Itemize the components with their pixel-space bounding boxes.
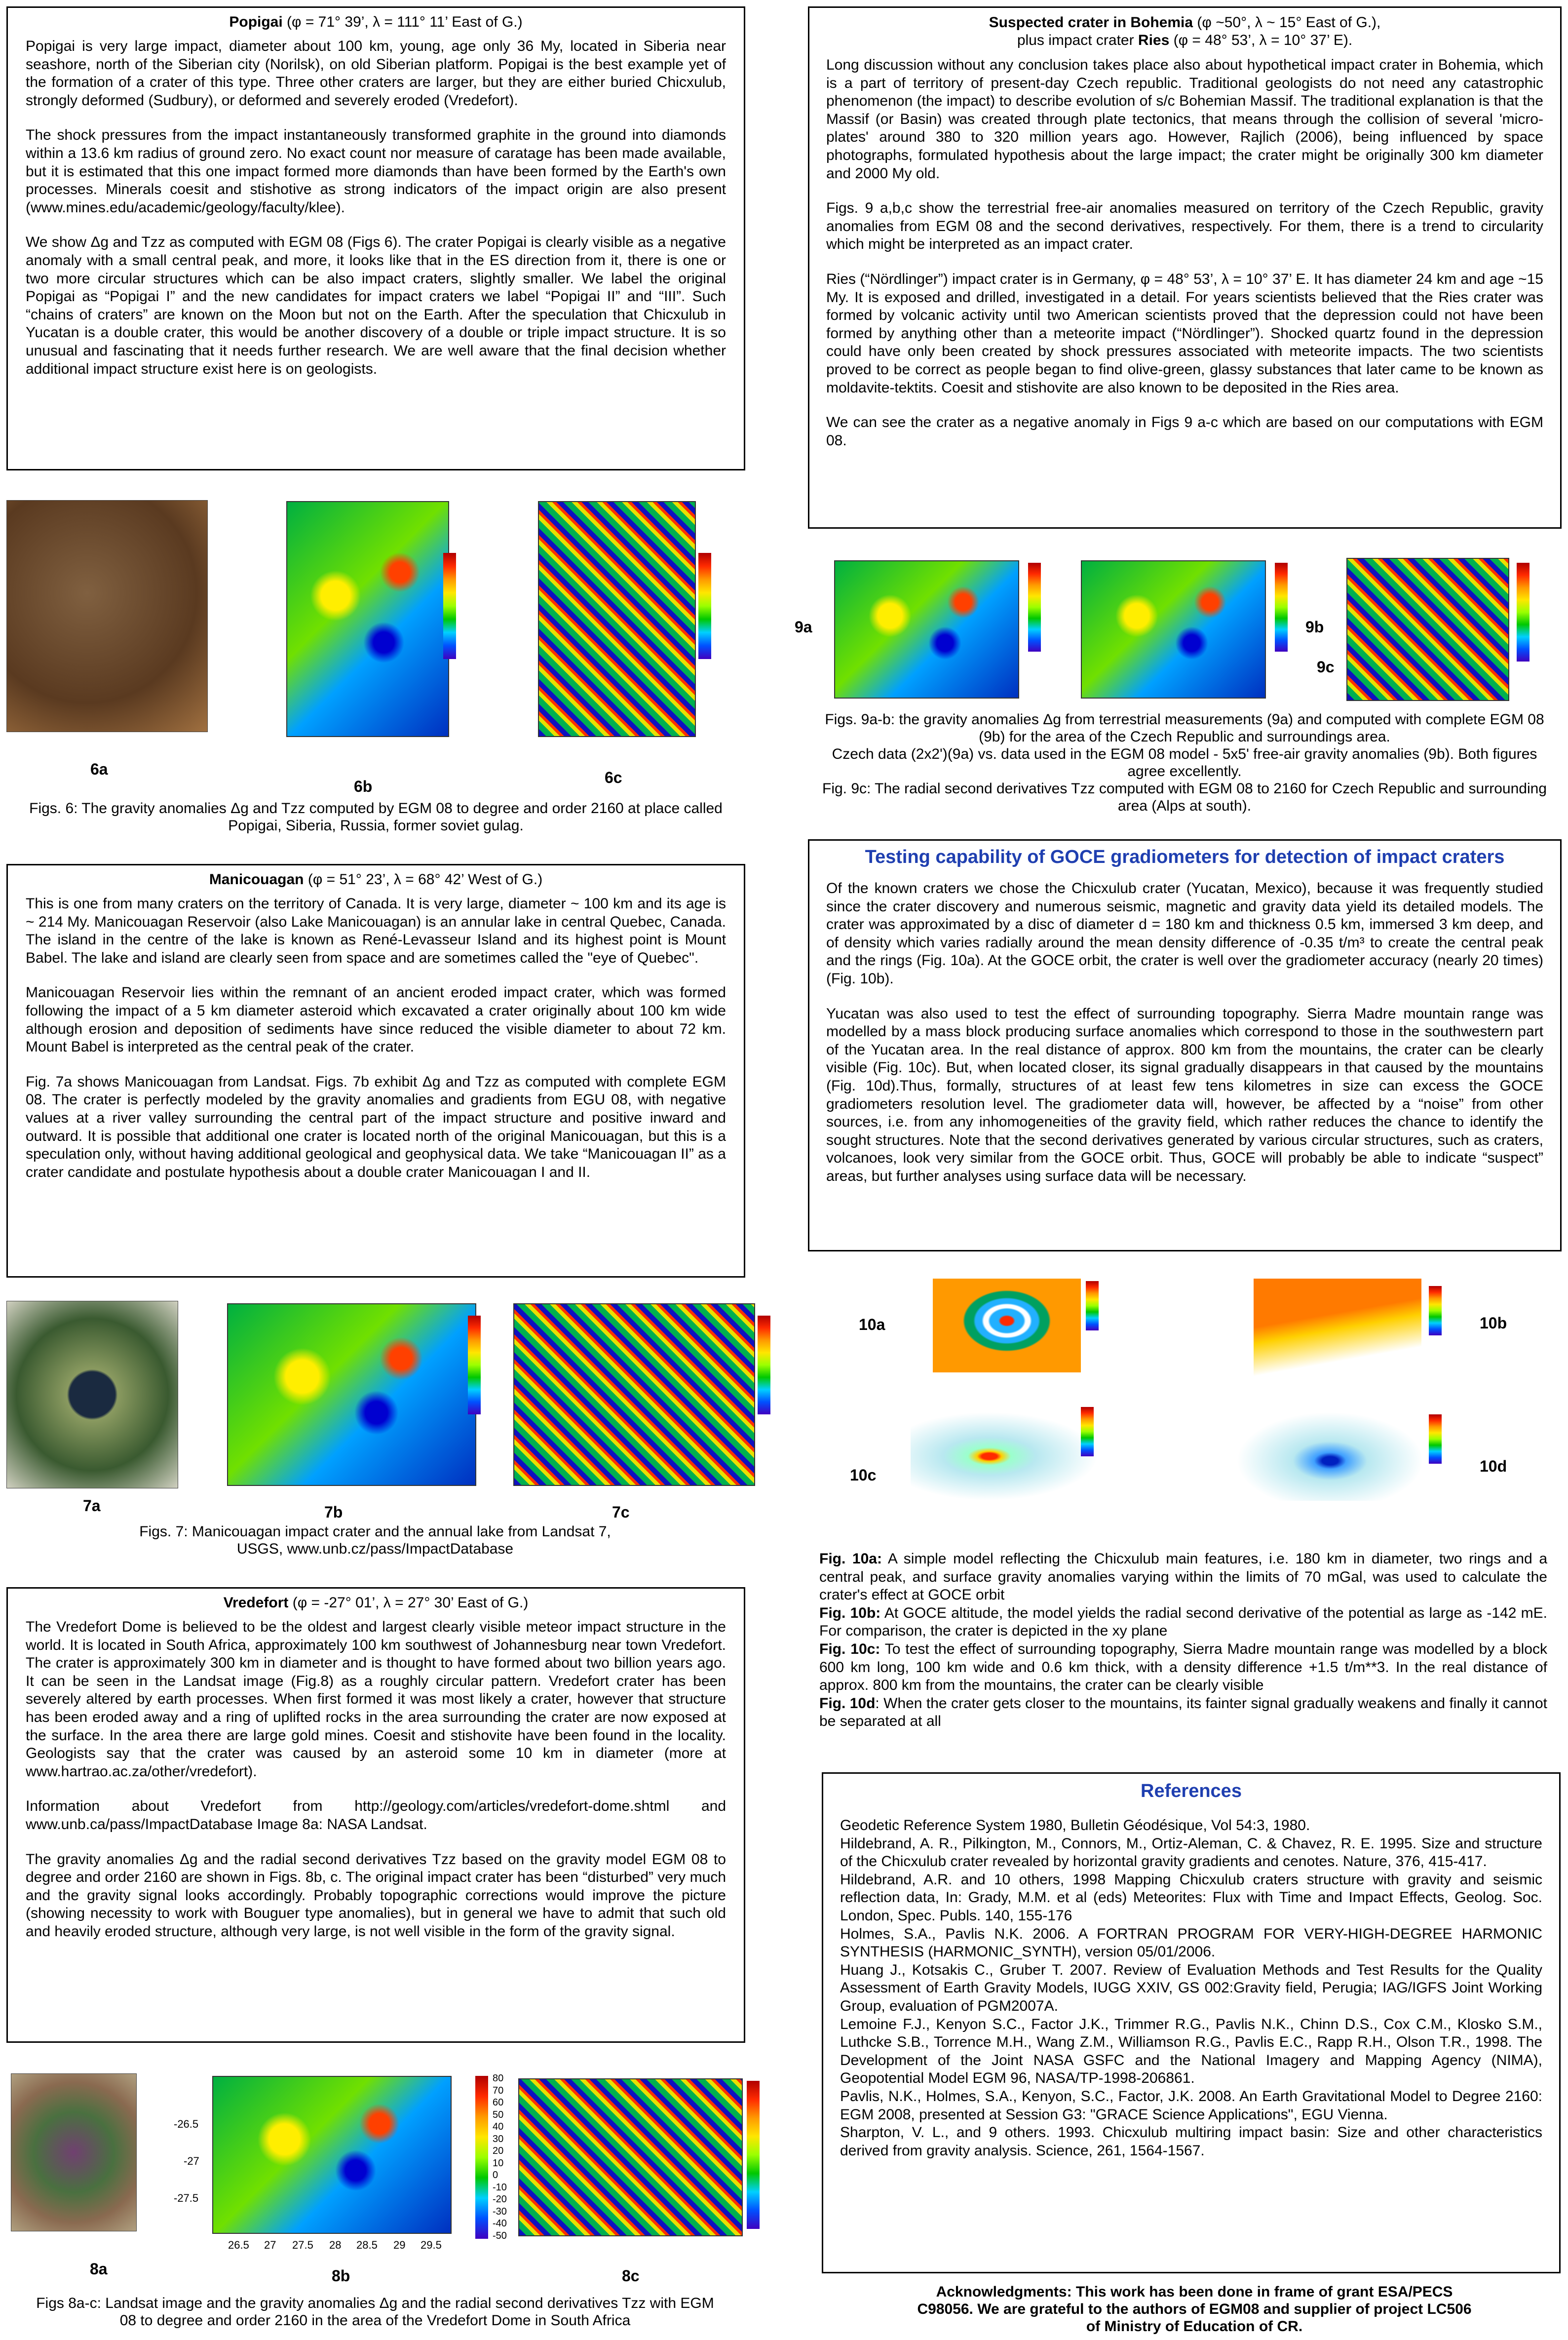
fig8c-tzz-map — [518, 2078, 743, 2236]
fig7c-colorbar — [758, 1316, 770, 1414]
fig7b-label: 7b — [324, 1503, 343, 1521]
reference-6: Lemoine F.J., Kenyon S.C., Factor J.K., Trimmer R.G., Pavlis N.K., Chinn D.S., Cox C.M., Klosko S.M., Luthcke S.B., Torrence M.H., Wang Z.M., Williamson R.G., Pavlis E.C., Rapp R.H., Olson T.R., 1998. The Development of the Joint NASA GSFC and the National Imagery and Mapping Agency (NIMA), Geopotential Model EGM 96, NASA/TP-1998-206861. — [840, 2016, 1542, 2087]
fig9b-colorbar — [1275, 563, 1288, 652]
goce-section — [808, 839, 1562, 1251]
fig10c-label: 10c — [850, 1466, 877, 1484]
fig6b-gravity-map — [286, 501, 449, 737]
fig10a-label: 10a — [859, 1316, 885, 1333]
references-section — [822, 1772, 1561, 2273]
fig7c-label: 7c — [612, 1503, 630, 1521]
fig10d-topography-plot — [1236, 1412, 1424, 1501]
fig7b-gravity-map — [227, 1303, 476, 1486]
fig7a-landsat-image — [6, 1301, 178, 1488]
fig7c-tzz-map — [513, 1303, 755, 1486]
fig10-captions: Fig. 10a: A simple model reflecting the Chicxulub main features, i.e. 180 km in diameter, two rings and a central peak, and surface gravity anomalies varying within the limits of 70 mGal, was used to calculate the crater's effect at GOCE orbit Fig. 10b: At GOCE altitude, the model yields the radial second derivative of the potential as large as -142 mE. For comparison, the crater is depicted in the xy plane Fig. 10c: To test the effect of surrounding topography, Sierra Madre mountain range was modelled by a block 600 km long, 100 km wide and 0.6 km thick, with a density difference +1.5 t/m**3. In the real distance of approx. 800 km from the mountains, the crater can be clearly visible Fig. 10d: When the crater gets closer to the mountains, its fainter signal gradually weakens and finally it cannot be separated at all — [819, 1551, 1548, 1730]
fig10b-label: 10b — [1480, 1314, 1507, 1332]
fig8b-ytick-1: -26.5 — [174, 2118, 199, 2130]
vredefort-paragraph-2: Information about Vredefort from http://geology.com/articles/vredefort-dome.shtml and www.unb.ca/pass/ImpactDatabase Image 8a: NASA Landsat. — [26, 1798, 726, 1833]
fig9a-colorbar — [1028, 563, 1041, 652]
references-title: References — [1141, 1781, 1242, 1801]
manicouagan-paragraph-1: This is one from many craters on the territory of Canada. It is very large, diameter ~ 100 km and its age is ~ 214 My. Manicouagan Reservoir (also Lake Manicouagan) is an annular lake in central Quebec, Canada. The island in the centre of the lake is known as René-Levasseur Island and its highest point is Mount Babel. The lake and island are clearly seen from space and are sometimes called the "eye of Quebec". — [26, 896, 726, 966]
popigai-title: Popigai (φ = 71° 39’, λ = 111° 11’ East of G.) — [229, 14, 523, 30]
fig8a-landsat-image — [11, 2073, 137, 2231]
fig8b-xtick-1: 26.5 — [228, 2239, 249, 2251]
fig8b-gravity-map — [212, 2076, 452, 2234]
vredefort-title: Vredefort (φ = -27° 01’, λ = 27° 30’ East of G.) — [223, 1595, 529, 1611]
fig8-caption: Figs 8a-c: Landsat image and the gravity anomalies Δg and the radial second derivatives Tzz with EGM 08 to degree and order 2160 in the area of the Vredefort Dome in South Africa — [36, 2295, 714, 2329]
fig7a-label: 7a — [83, 1497, 101, 1515]
acknowledgments: Acknowledgments: This work has been done in frame of grant ESA/PECS C98056. We are grateful to the authors of EGM08 and supplier of project LC506 of Ministry of Education of CR. — [917, 2284, 1472, 2335]
popigai-paragraph-3: We show Δg and Tzz as computed with EGM 08 (Figs 6). The crater Popigai is clearly visible as a negative anomaly with a small central peak, and more, it looks like that in the ES direction from it, there is one or two more circular structures which can be also impact craters, slightly smaller. We label the original Popigai as “Popigai I” and the new candidates for impact craters we label “Popigai II” and “III”. Such “chains of craters” are known on the Moon but not on the Earth. After the speculation that Chicxulub in Yucatan is a double crater, this would be another discovery of a double or triple impact structure. It is so unusual and fascinating that it needs further research. We are well aware that the final decision whether additional impact structure exist here is on geologists. — [26, 234, 726, 377]
reference-1: Geodetic Reference System 1980, Bulletin Géodésique, Vol 54:3, 1980. — [840, 1817, 1310, 1833]
fig10d-colorbar — [1429, 1414, 1442, 1464]
fig9a-gravity-map — [834, 560, 1019, 699]
fig9c-colorbar — [1517, 563, 1530, 662]
manicouagan-section — [6, 864, 745, 1278]
fig6-caption: Figs. 6: The gravity anomalies Δg and Tzz computed by EGM 08 to degree and order 2160 at place called Popigai, Siberia, Russia, former soviet gulag. — [29, 800, 723, 834]
goce-title: Testing capability of GOCE gradiometers for detection of impact craters — [865, 847, 1505, 867]
vredefort-paragraph-3: The gravity anomalies Δg and the radial second derivatives Tzz based on the gravity model EGM 08 to degree and order 2160 are shown in Figs. 8b, c. The original impact crater has been “disturbed” very much and the gravity signal looks accordingly. Probably topographic corrections would improve the picture (showing necessity to work with Bouguer type anomalies), but in general we have to admit that such old and heavily eroded structure, although very large, is not well visible in the form of the gravity signal. — [26, 1851, 726, 1940]
fig8b-xtick-4: 28 — [329, 2239, 342, 2251]
reference-2: Hildebrand, A. R., Pilkington, M., Connors, M., Ortiz-Aleman, C. & Chavez, R. E. 1995. Size and structure of the Chicxulub crater revealed by horizontal gravity gradients and cenotes. Nature, 376, 415-417. — [840, 1835, 1542, 1870]
fig9-caption: Figs. 9a-b: the gravity anomalies Δg from terrestrial measurements (9a) and computed with complete EGM 08 (9b) for the area of the Czech Republic and surroundings area. Czech data (2x2')(9a) vs. data used in the EGM 08 model - 5x5' free-air gravity anomalies (9b). Both figures agree excellently. Fig. 9c: The radial second derivatives Tzz computed with EGM 08 to 2160 for Czech Republic and surrounding area (Alps at south). — [822, 711, 1547, 814]
fig9c-label: 9c — [1317, 658, 1335, 676]
fig10b-goce-plot — [1254, 1279, 1421, 1412]
reference-3: Hildebrand, A.R. and 10 others, 1998 Mapping Chicxulub craters structure with gravity and seismic reflection data, In: Grady, M.M. et al (eds) Meteorites: Flux with Time and Impact Effects, Geolog. Soc. London, Spec. Publs. 140, 155-176 — [840, 1871, 1542, 1924]
bohemia-title: Suspected crater in Bohemia (φ ~50°, λ ~ 15° East of G.), plus impact crater Ries (φ = 48° 53’, λ = 10° 37’ E). — [989, 14, 1381, 48]
bohemia-paragraph-2: Figs. 9 a,b,c show the terrestrial free-air anomalies measured on territory of the Czech Republic, gravity anomalies from EGM 08 and the second derivatives, respectively. For them, there is a trend to circularity which might be interpreted as an impact crater. — [826, 200, 1543, 253]
fig10c-colorbar — [1081, 1407, 1094, 1456]
fig6a-label: 6a — [90, 760, 108, 778]
reference-4: Holmes, S.A., Pavlis N.K. 2006. A FORTRAN PROGRAM FOR VERY-HIGH-DEGREE HARMONIC SYNTHESIS (HARMONIC_SYNTH), version 05/01/2006. — [840, 1925, 1542, 1960]
fig10a-model-plot — [933, 1279, 1081, 1372]
fig8c-label: 8c — [622, 2267, 640, 2285]
fig6c-label: 6c — [605, 769, 622, 786]
reference-5: Huang J., Kotsakis C., Gruber T. 2007. Review of Evaluation Methods and Test Results for the Quality Assessment of Earth Gravity Models, IUGG XXIV, GS 002:Gravity field, Perugia; IAG/IGFS Joint Working Group, evaluation of PGM2007A. — [840, 1961, 1542, 2014]
reference-8: Sharpton, V. L., and 9 others. 1993. Chicxulub multiring impact basin: Size and other characteristics derived from gravity analysis. Science, 261, 1564-1567. — [840, 2124, 1542, 2159]
popigai-paragraph-1: Popigai is very large impact, diameter about 100 km, young, age only 36 My, located in Siberia near seashore, north of the Siberian city (Norilsk), on old Siberian platform. Popigai is the best example yet of the formation of a crater of this type. Three other craters are larger, but they are either buried Chicxulub, strongly deformed (Sudbury), or deformed and severely eroded (Vredefort). — [26, 38, 726, 109]
fig8b-xtick-2: 27 — [264, 2239, 276, 2251]
fig9b-gravity-map — [1081, 560, 1266, 699]
fig9a-label: 9a — [795, 618, 812, 636]
fig6c-colorbar — [698, 553, 711, 659]
bohemia-paragraph-1: Long discussion without any conclusion takes place also about hypothetical impact crater in Bohemia, which is a part of territory of present-day Czech republic. Traditional geologists do not need any catastrophic phenomenon (the impact) to describe evolution of s/c Bohemian Massif. The traditional explanation is that the Massif (or Basin) was created through plate tectonics, that means through the collision of several 'micro-plates' around 380 to 320 million years ago. However, Rajlich (2006), being influenced by space photographs, formulated hypothesis about the large impact; the crater might be originally 300 km diameter and 2000 My old. — [826, 57, 1543, 182]
fig8c-colorbar — [747, 2081, 760, 2229]
fig8b-xtick-7: 29.5 — [421, 2239, 442, 2251]
fig8b-xtick-6: 29 — [393, 2239, 406, 2251]
fig8b-ytick-2: -27 — [184, 2155, 199, 2167]
fig8b-ytick-3: -27.5 — [174, 2192, 199, 2204]
bohemia-paragraph-3: Ries (“Nördlinger”) impact crater is in Germany, φ = 48° 53’, λ = 10° 37’ E. It has diameter 24 km and age ~15 My. It is exposed and drilled, investigated in a detail. For years scientists believed that the Ries crater was formed by volcanic activity until two American scientists proved that the depression could not have been formed by anything other than a meteorite impact (“Nördlinger”). Shocked quartz found in the depression could have only been created by shock pressures associated with meteorite impacts. The two scientists proved to be correct as people began to find olive-green, glassy substances that later came to be known as moldavite-tektits. Coesit and stishovite are also known to be deposited in the Ries area. — [826, 271, 1543, 396]
fig8b-label: 8b — [332, 2267, 350, 2285]
fig6c-tzz-map — [538, 501, 696, 737]
fig9c-tzz-map — [1346, 558, 1509, 701]
goce-paragraph-2: Yucatan was also used to test the effect of surrounding topography. Sierra Madre mountain range was modelled by a mass block producing surface anomalies which correspond to those in the southwestern part of the Yucatan area. In the real distance of approx. 800 km from the mountains, the crater can be clearly visible (Fig. 10c). But, when located closer, its signal gradually disappears in that caused by the mountains (Fig. 10d).Thus, formally, structures of at least few tens kilometres in size can excess the GOCE gradiometers resolution level. The gradiometer data will, however, be affected by a “noise” from other sources, i.e. from any inhomogeneities of the gravity field, which rather reduces the chance to identify the sought structures. Note that the second derivatives generated by various circular structures, such as craters, volcanoes, look very similar from the GOCE orbit. Thus, GOCE will probably be able to indicate “suspect” areas, but further analyses using surface data will be necessary. — [826, 1005, 1543, 1184]
fig8b-colorbar-ticks: 80 70 60 50 40 30 20 10 0 -10 -20 -30 -40 -50 — [493, 2073, 507, 2241]
fig10b-colorbar — [1429, 1286, 1442, 1335]
fig8b-colorbar — [475, 2076, 488, 2239]
vredefort-section — [6, 1587, 745, 2043]
fig10d-label: 10d — [1480, 1457, 1507, 1475]
fig6b-label: 6b — [354, 778, 373, 795]
goce-paragraph-1: Of the known craters we chose the Chicxulub crater (Yucatan, Mexico), because it was frequently studied since the crater discovery and numerous seismic, magnetic and gravity data yield its detailed models. The crater was approximated by a disc of diameter d = 180 km and thickness 0.5 km, immersed 3 km deep, and of density which varies radially around the mean density difference of -0.35 t/m³ to create the central peak and the rings (Fig. 10a). At the GOCE orbit, the crater is well over the gradiometer accuracy (nearly 20 times) (Fig. 10b). — [826, 880, 1543, 987]
fig6b-colorbar — [443, 553, 456, 659]
fig8a-label: 8a — [90, 2260, 108, 2278]
manicouagan-paragraph-3: Fig. 7a shows Manicouagan from Landsat. Figs. 7b exhibit Δg and Tzz as computed with complete EGM 08. The crater is perfectly modeled by the gravity anomalies and gradients from EGU 08, with negative values at a river valley surrounding the central part of the impact structure and positive inward and outward. It is possible that additional one crater is located north of the original Manicouagan, but this is a speculation only, without having additional geological and geophysical data. We take “Manicouagan II” as a crater candidate and postulate hypothesis about a double crater Manicouagan I and II. — [26, 1073, 726, 1180]
reference-7: Pavlis, N.K., Holmes, S.A., Kenyon, S.C., Factor, J.K. 2008. An Earth Gravitational Model to Degree 2160: EGM 2008, presented at Session G3: "GRACE Science Applications", EGU Vienna. — [840, 2088, 1542, 2123]
fig6a-landsat-image — [6, 500, 208, 732]
fig8b-xtick-3: 27.5 — [292, 2239, 313, 2251]
manicouagan-paragraph-2: Manicouagan Reservoir lies within the remnant of an ancient eroded impact crater, which was formed following the impact of a 5 km diameter asteroid which excavated a crater originally about 100 km wide although erosion and deposition of sediments have since reduced the visible diameter to about 72 km. Mount Babel is interpreted as the central peak of the crater. — [26, 984, 726, 1055]
fig8b-xtick-5: 28.5 — [356, 2239, 378, 2251]
fig10c-topography-plot — [911, 1412, 1098, 1501]
bohemia-section — [808, 6, 1562, 529]
fig10a-colorbar — [1086, 1281, 1099, 1330]
fig9b-label: 9b — [1305, 618, 1324, 636]
fig7b-colorbar — [468, 1316, 481, 1414]
bohemia-paragraph-4: We can see the crater as a negative anomaly in Figs 9 a-c which are based on our computations with EGM 08. — [826, 414, 1543, 449]
fig7-caption: Figs. 7: Manicouagan impact crater and the annual lake from Landsat 7, USGS, www.unb.cz/pass/ImpactDatabase — [139, 1523, 611, 1557]
popigai-section — [6, 6, 745, 470]
vredefort-paragraph-1: The Vredefort Dome is believed to be the oldest and largest clearly visible meteor impact structure in the world. It is located in South Africa, approximately 100 km southwest of Johannesburg near town Vredefort. The crater is approximately 300 km in diameter and is thought to have formed about two billion years ago. It can be seen in the Landsat image (Fig.8) as a roughly circular pattern. Vredefort crater has been severely altered by earth processes. When first formed it was most likely a crater, however that structure has been eroded away and a ring of uplifted rocks in the area surrounding the crater are now exposed at the surface. In the area there are large gold mines. Coesit and stishovite have been found in the locality. Geologists say that the crater was caused by an asteroid some 10 km in diameter (more at www.hartrao.ac.za/other/vredefort). — [26, 1619, 726, 1780]
manicouagan-title: Manicouagan (φ = 51° 23’, λ = 68° 42’ West of G.) — [209, 871, 543, 888]
popigai-paragraph-2: The shock pressures from the impact instantaneously transformed graphite in the ground into diamonds within a 13.6 km radius of ground zero. No exact count nor measure of caratage has been made available, but it is estimated that this one impact formed more diamonds than have been formed by the Earth's own processes. Minerals coesit and stishotive as strong indicators of the impact origin are also present (www.mines.edu/academic/geology/faculty/klee). — [26, 127, 726, 216]
